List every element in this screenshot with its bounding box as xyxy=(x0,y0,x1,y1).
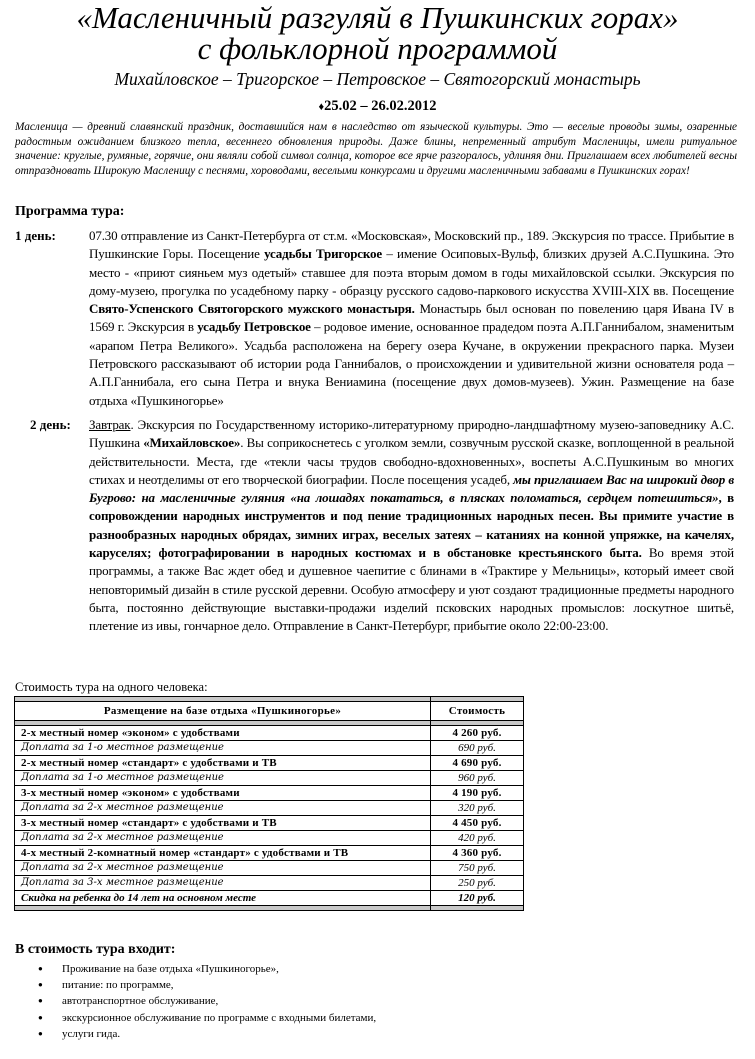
room-type-cell: 4-х местный 2-комнатный номер «стандарт» с удобствами и ТВ xyxy=(15,846,431,861)
table-row xyxy=(15,786,524,801)
text: . Вы соприкоснетесь с уголком земли, созвучным русской сказке, воплощенной в реальной действительности. Места, где «текли часы трудов свободно-вдохновенных», воспеты А.С.Пушкиным во многих стихах и неотделимы от его творческой биографии. После посещения усадеб, xyxy=(89,435,734,487)
diamond-icon: ♦ xyxy=(318,101,325,113)
table-header-row xyxy=(15,702,524,721)
list-item xyxy=(0,977,376,993)
breakfast-underlined: Завтрак xyxy=(89,417,131,432)
table-row xyxy=(15,726,524,741)
room-type-cell: 3-х местный номер «стандарт» с удобствами и ТВ xyxy=(15,816,431,831)
list-item-text: Проживание на базе отдыха «Пушкиногорье», xyxy=(62,963,279,975)
bullet-icon: ● xyxy=(38,964,43,973)
table-row xyxy=(15,876,524,891)
table-spacer xyxy=(15,906,524,911)
table-row xyxy=(15,771,524,786)
text: – родовое имение, основанное прадедом поэта А.П.Ганнибалом, знаменитым «арапом Петра Великого». Усадьба расположена на берегу озера Кучане, в окружении прекрасного парка. Музеи Петровского рассказывают об истории рода Ганнибалов, о происхождении и удивительной жизни основателя рода – А.П.Ганнибала, его сына Петра и внука Вениамина (посещение двух домов-музеев). Ужин. Размещение на базе отдыха «Пушкиногорье» xyxy=(89,319,735,408)
text: Во время этой программы, а также Вас ждет обед и душевное чаепитие с блинами в «Трактире у Мельницы», который имеет свой неповторимый дизайн в стиле русской деревни. Особую атмосферу и уют создают традиционные предметы народного быта, постоянно действующие выставки-продажи изделий псковских народных промыслов: лоскутное шитьё, плетение из ивы, гончарное дело. Отправление в Санкт-Петербург, прибытие около 22:00-23:00. xyxy=(89,545,734,634)
bullet-icon: ● xyxy=(38,1012,43,1022)
table-row xyxy=(15,741,524,756)
day1-description xyxy=(89,227,734,410)
list-item xyxy=(0,1026,376,1042)
highlight-activities: , в сопровождении народных инструментов и под пение традиционных народных песен. Вы примите участие в разнообразных народных обрядах, зимних играх, веселых затеях – катаниях на конной упряжке, на качелях, каруселях; фотографировании в народных костюмах и в обстановке крестьянского быта. xyxy=(89,490,734,561)
list-item xyxy=(0,993,376,1009)
table-row xyxy=(15,831,524,846)
room-type-cell: Доплата за 2-х местное размещение xyxy=(15,861,431,876)
room-type-cell: Доплата за 1-о местное размещение xyxy=(15,741,431,756)
highlight-mikhailovskoe: «Михайловское» xyxy=(143,435,241,451)
day1-label: 1 день: xyxy=(15,228,56,243)
room-type-cell: Доплата за 2-х местное размещение xyxy=(15,801,431,816)
list-item xyxy=(0,1010,376,1026)
price-cell: 690 руб. xyxy=(431,741,524,756)
price-table xyxy=(14,696,524,911)
list-item xyxy=(0,961,376,977)
highlight-petrovskoe: усадьбу Петровское xyxy=(197,319,311,335)
price-cell: 4 190 руб. xyxy=(431,786,524,801)
price-cell: 960 руб. xyxy=(431,771,524,786)
price-cell: 4 450 руб. xyxy=(431,816,524,831)
dates-text: 25.02 – 26.02.2012 xyxy=(324,98,437,114)
table-row xyxy=(15,861,524,876)
intro-paragraph: Масленица — древний славянский праздник, доставшийся нам в наследство от языческой культуры. Это — веселые проводы зимы, озаренные радостным ожиданием близкого тепла, весеннего обновления природы. Даже блины, непременный атрибут Масленицы, имели ритуальное значение: круглые, румяные, горячие, они являли собой символ солнца, которое все ярче разгоралось, удлиняя дни. Приглашаем всех любителей весны отпраздновать Широкую Масленицу с песнями, хороводами, веселыми конкурсами и другими масленичными забавами в Пушкинских горах! xyxy=(15,121,737,177)
highlight-trigorskoe: усадьбы Тригорское xyxy=(264,246,383,262)
price-cell: 4 360 руб. xyxy=(431,846,524,861)
list-item-text: услуги гида. xyxy=(62,1027,121,1040)
program-heading: Программа тура: xyxy=(15,204,125,219)
price-cell: 320 руб. xyxy=(431,801,524,816)
tour-dates xyxy=(0,97,755,116)
table-row xyxy=(15,816,524,831)
bullet-icon: ● xyxy=(38,1028,43,1038)
room-type-cell: Доплата за 3-х местное размещение xyxy=(15,876,431,891)
room-type-cell: Скидка на ребенка до 14 лет на основном месте xyxy=(15,891,431,906)
day2-label: 2 день: xyxy=(30,417,71,432)
list-item-text: автотранспортное обслуживание, xyxy=(62,995,219,1008)
text: 07.30 отправление из Санкт-Петербурга от ст.м. «Московская», Московский пр., 189. Экскурсия по трассе. Прибытие в Пушкинские Горы. Посещение xyxy=(89,228,734,262)
table-row xyxy=(15,756,524,771)
room-type-cell: 2-х местный номер «стандарт» с удобствами и ТВ xyxy=(15,756,431,771)
table-row xyxy=(15,801,524,816)
highlight-bugrovo: мы приглашаем Вас на широкий двор в Бугрово: на масленичные гуляния «на лошадях покататься, в плясках поломаться, сердцем потешиться» xyxy=(89,471,734,506)
text: – имение Осиповых-Вульф, близких друзей А.С.Пушкина. Это место - «приют сияньем муз одетый» ставшее для поэта вторым домом в годы михайловской ссылки. Экскурсия по дому-музею, прогулка по усадебному парку - образцу русского садово-паркового искусства XVIII-XIX вв. Посещение xyxy=(89,246,735,298)
price-cell: 250 руб. xyxy=(431,876,524,891)
day2-description xyxy=(89,416,734,636)
included-heading: В стоимость тура входит: xyxy=(15,942,176,957)
bullet-icon: ● xyxy=(38,996,43,1006)
table-row xyxy=(15,891,524,906)
price-cell: 420 руб. xyxy=(431,831,524,846)
room-type-cell: 3-х местный номер «эконом» с удобствами xyxy=(15,786,431,801)
price-cell: 4 690 руб. xyxy=(431,756,524,771)
highlight-monastery: Свято-Успенского Святогорского мужского монастыря. xyxy=(89,301,415,317)
column-header-price: Стоимость xyxy=(431,702,524,721)
route-subtitle: Михайловское – Тригорское – Петровское – Святогорский монастырь xyxy=(114,69,641,89)
bullet-icon: ● xyxy=(38,980,43,990)
text: Монастырь был основан по повелению царя Ивана IV в 1569 г. Экскурсия в xyxy=(89,301,734,335)
pricing-heading: Стоимость тура на одного человека: xyxy=(15,680,208,694)
room-type-cell: Доплата за 1-о местное размещение xyxy=(15,771,431,786)
text: . Экскурсия по Государственному историко-литературному природно-ландшафтному музею-заповеднику А.С. Пушкина xyxy=(89,417,734,451)
document-title xyxy=(0,2,755,64)
room-type-cell: Доплата за 2-х местное размещение xyxy=(15,831,431,846)
price-cell: 120 руб. xyxy=(431,891,524,906)
title-line-1: «Масленичный разгуляй в Пушкинских горах» xyxy=(76,0,679,35)
price-cell: 4 260 руб. xyxy=(431,726,524,741)
included-list xyxy=(0,961,376,1042)
room-type-cell: 2-х местный номер «эконом» с удобствами xyxy=(15,726,431,741)
price-cell: 750 руб. xyxy=(431,861,524,876)
title-line-2: с фольклорной программой xyxy=(197,31,558,66)
list-item-text: питание: по программе, xyxy=(62,979,174,992)
list-item-text: экскурсионное обслуживание по программе с входными билетами, xyxy=(62,1011,377,1024)
table-row xyxy=(15,846,524,861)
column-header-accommodation: Размещение на базе отдыха «Пушкиногорье» xyxy=(15,702,431,721)
